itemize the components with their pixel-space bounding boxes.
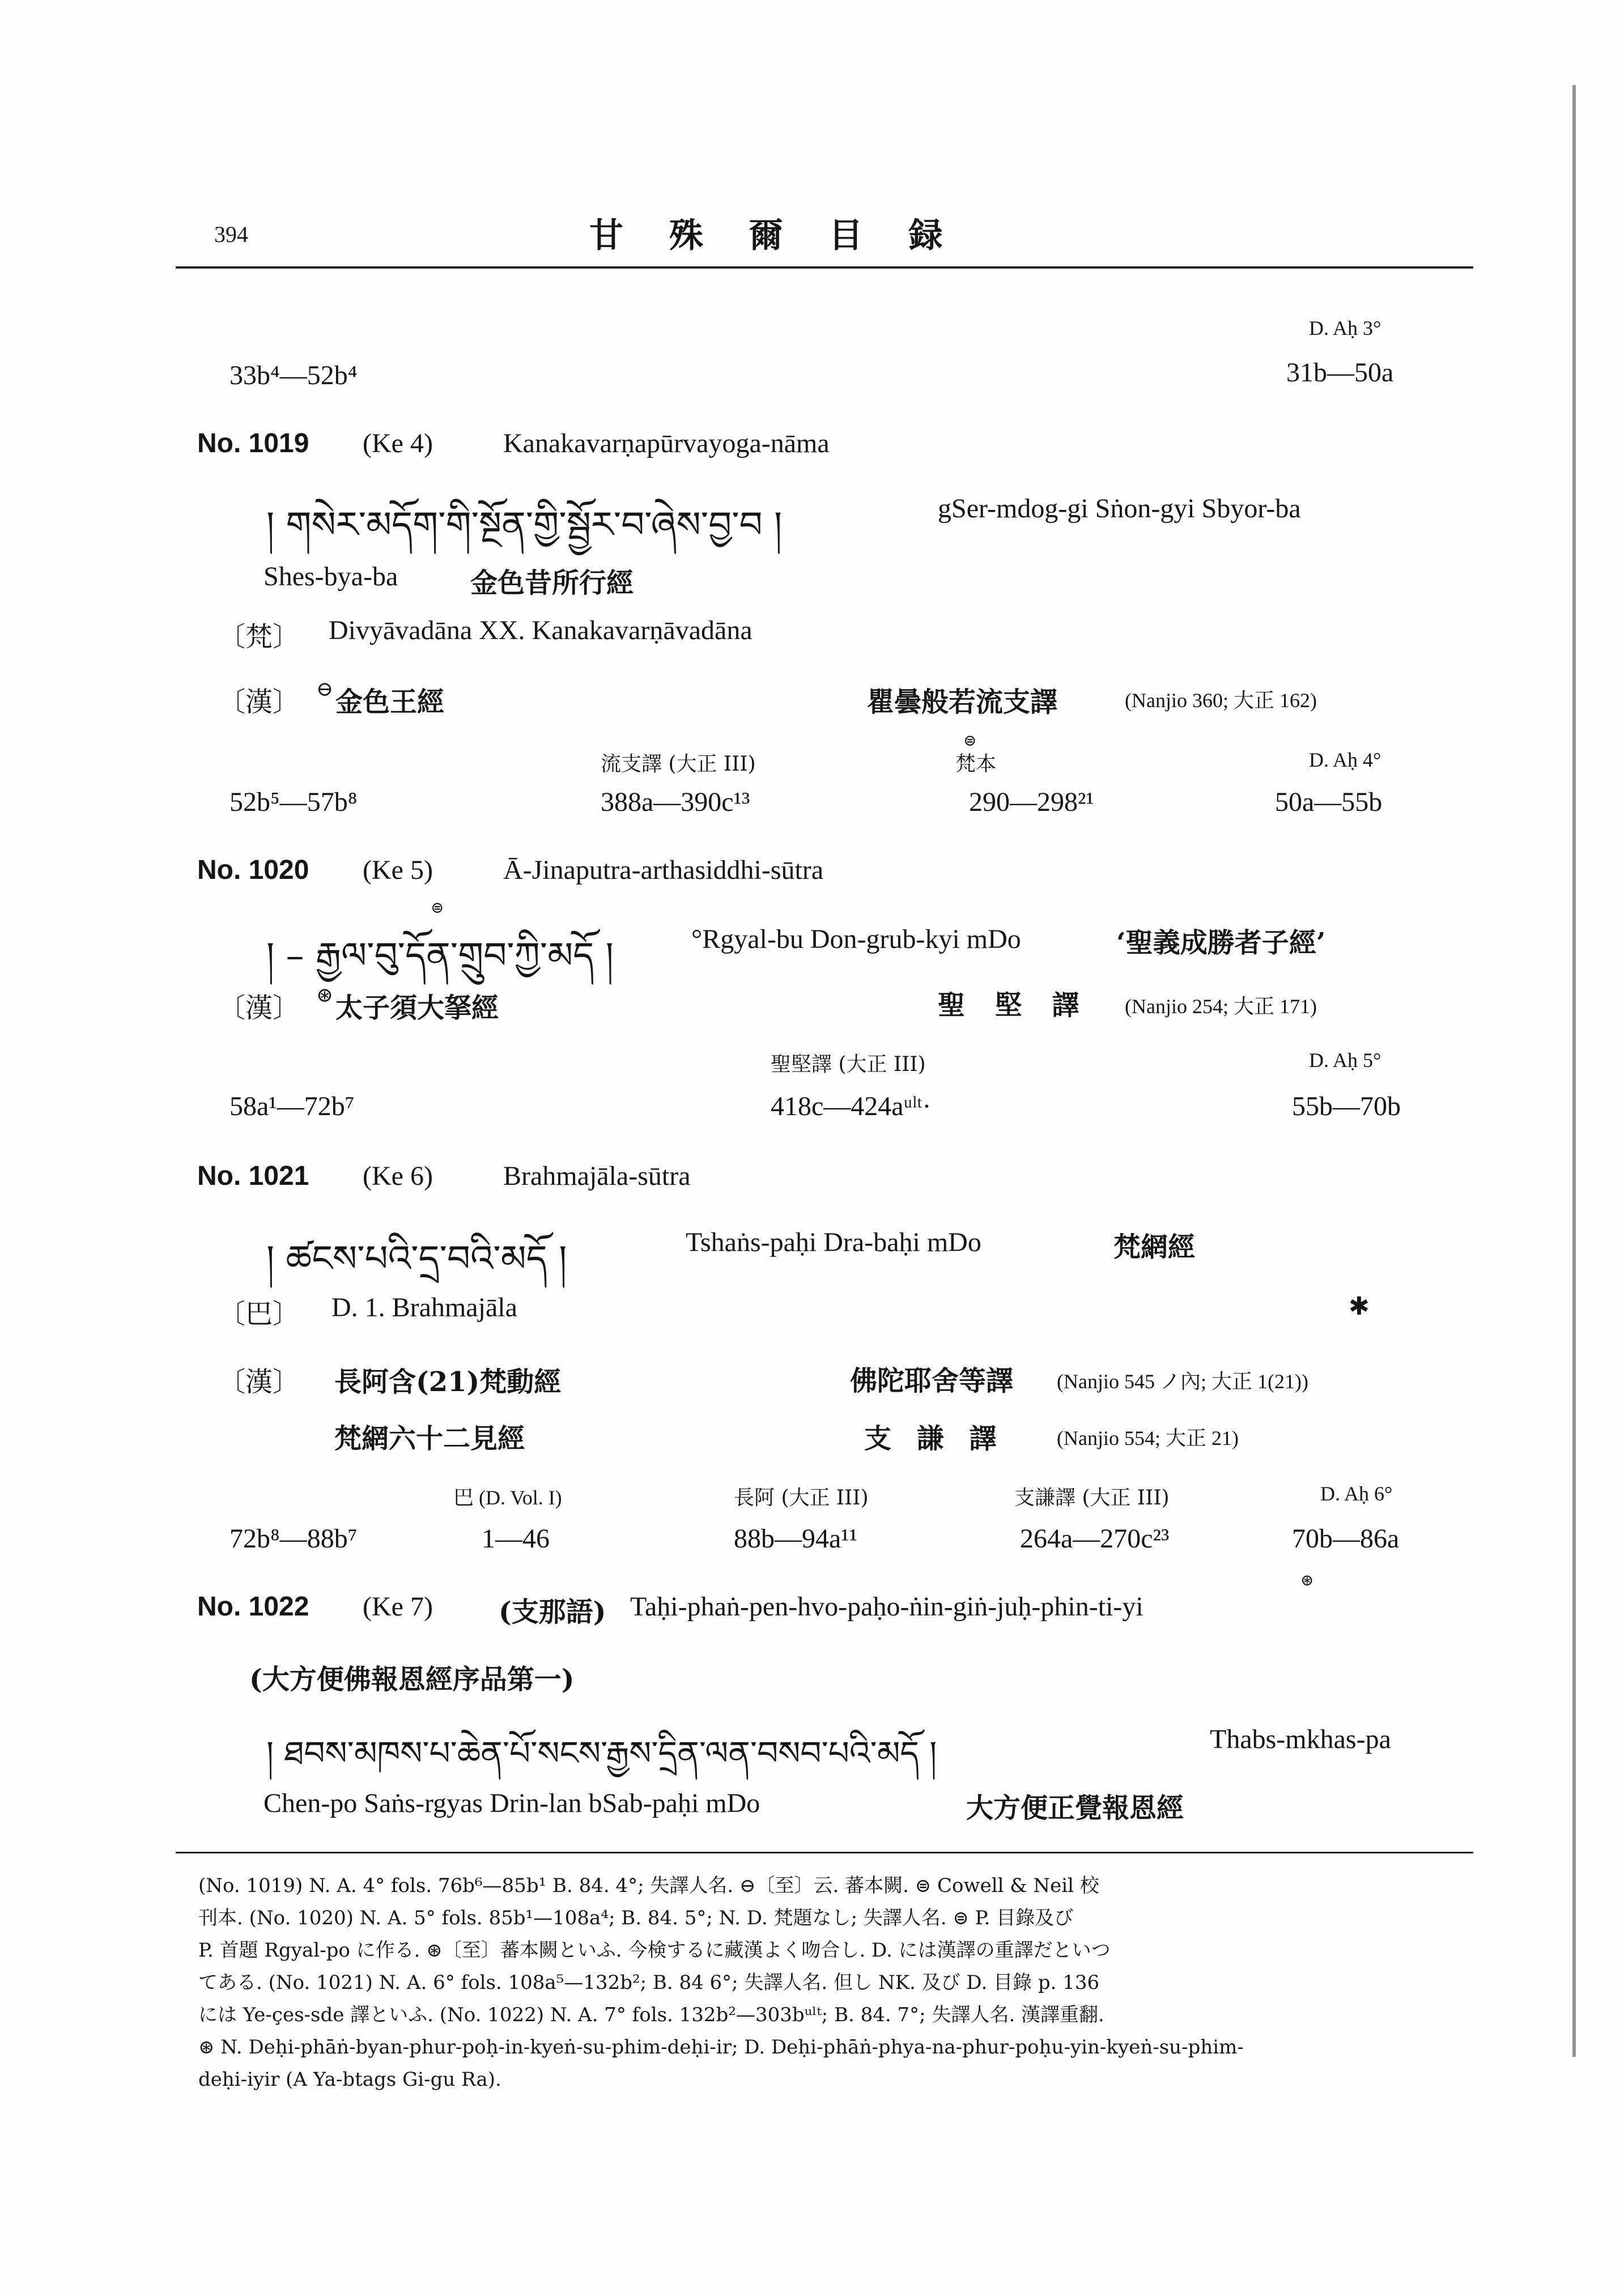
footnotes [198,1870,1468,2096]
folio-range: 58a¹—72b⁷ [229,1091,355,1121]
col-head-4: D. Aḥ 6° [1320,1482,1393,1505]
language-tag: (支那語) [499,1596,606,1628]
footnote-line: てある. (No. 1021) N. A. 6° fols. 108a⁵—132b²; B. 84 6°; 失譯人名. 但し NK. 及び D. 目錄 p. 136 [198,1971,1100,1994]
col-head-3: 支謙譯 (大正 III) [1014,1486,1170,1510]
han-title: 梵網六十二見經 [334,1423,525,1455]
han-translator: 聖 堅 譯 [938,989,1090,1021]
han-tag: 〔漢〕 [218,686,300,718]
nanjio-ref: (Nanjio 360; 大正 162) [1125,689,1317,712]
tibetan-transliteration-cont: Chen-po Saṅs-rgyas Drin-lan bSab-paḥi mDo [263,1788,760,1818]
footnote-mark: ⊜ [431,898,444,917]
pali-tag: 〔巴〕 [218,1298,300,1330]
d-range: 50a—55b [1275,787,1383,817]
chinese-title: 金色昔所行經 [470,567,634,599]
entry-number: No. 1020 [197,855,309,885]
taisho-range: 388a—390c¹³ [601,787,750,817]
col-head-2: 長阿 (大正 III) [734,1486,869,1510]
footnote-line: 刊本. (No. 1020) N. A. 5° fols. 85b¹—108a⁴; B. 84. 5°; N. D. 梵題なし; 失譯人名. ⊜ P. 目錄及び [198,1907,1074,1929]
footnote-line: (No. 1019) N. A. 4° fols. 76b⁶—85b¹ B. 84. 4°; 失譯人名. ⊖〔至〕云. 蕃本闕. ⊜ Cowell & Neil 校 [198,1874,1099,1897]
chinese-title: 大方便正覺報恩經 [966,1792,1184,1824]
pali-range: 1—46 [482,1524,550,1554]
han-tag: 〔漢〕 [218,992,300,1024]
folio-range: 52b⁵—57b⁸ [229,787,358,817]
tibetan-transliteration: Tshaṅs-paḥi Dra-baḥi mDo [686,1227,981,1257]
footnote-line: P. 首題 Rgyal-po に作る. ⊛〔至〕蕃本闕といふ. 今検するに藏漢よく吻合し. D. には漢譯の重譯だといつ [198,1939,1111,1962]
col-head-2: 梵本 [955,752,997,776]
sanskrit-tag: 〔梵〕 [218,621,300,653]
tibetan-title: ། – རྒྱལ་བུ་དོན་གྲུབ་ཀྱི་མདོ ། [266,935,614,977]
col-head-1: 聖堅譯 (大正 III) [771,1053,926,1076]
col-head-1: 流支譯 (大正 III) [601,752,756,776]
footnote-mark: ⊖ [316,678,334,701]
tibetan-title: ། ཚངས་པའི་དྲ་བའི་མདོ ། [266,1238,567,1280]
han-translator: 瞿曇般若流支譯 [867,686,1058,718]
tibetan-transliteration-cont: Shes-bya-ba [263,562,398,592]
nanjio-ref: (Nanjio 545 ノ內; 大正 1(21)) [1057,1370,1308,1393]
tibetan-transliteration: Thabs-mkhas-pa [1210,1724,1391,1754]
tibetan-transliteration: gSer-mdog-gi Sṅon-gyi Sbyor-ba [938,494,1301,524]
chinese-subtitle: (大方便佛報恩經序品第一) [249,1664,575,1695]
ke-number: (Ke 7) [363,1592,433,1622]
sanskrit-title: Brahmajāla-sūtra [503,1161,691,1191]
chinese-title: 梵網經 [1113,1231,1196,1263]
footnote-mark: ⊛ [1300,1571,1314,1589]
page-title: 甘 殊 爾 目 録 [589,216,960,256]
header-rule [176,266,1473,269]
folio-range: 72b⁸—88b⁷ [229,1524,358,1554]
ke-number: (Ke 4) [363,428,433,458]
han-title: 太子須大拏經 [335,992,499,1024]
han-translator: 支 謙 譯 [864,1423,1005,1455]
sanskrit-source: Divyāvadāna XX. Kanakavarṇāvadāna [329,615,753,645]
han-translator: 佛陀耶舍等譯 [850,1365,1014,1397]
col-head-1: 巴 (D. Vol. I) [453,1486,562,1509]
page-spine-shadow [1572,85,1576,2057]
page-number: 394 [214,222,248,247]
taisho-range: 88b—94a¹¹ [734,1524,858,1554]
ke-number: (Ke 5) [363,855,433,885]
footnote-line: には Ye-çes-sde 譯といふ. (No. 1022) N. A. 7° fols. 132b²—303bᵘˡᵗ; B. 84. 7°; 失譯人名. 漢譯重翻. [198,2004,1104,2026]
footnote-line: ⊛ N. Deḥi-phāṅ-byan-phur-poḥ-in-kyeṅ-su-phim-deḥi-ir; D. Deḥi-phāṅ-phya-na-phur-poḥu-yin-kyeṅ-su-phim- [198,2036,1244,2059]
d-range: 70b—86a [1292,1524,1400,1554]
folio-range: 33b⁴—52b⁴ [229,360,358,390]
footnote-mark: ⊜ [963,731,977,750]
taisho-range-2: 264a—270c²³ [1020,1524,1170,1554]
entry-number: No. 1019 [197,428,309,458]
sanskrit-edition-range: 290—298²¹ [969,787,1094,817]
d-ref-top: D. Aḥ 3° [1309,317,1381,339]
tibetan-transliteration: °Rgyal-bu Don-grub-kyi mDo [691,924,1021,954]
asterisk-mark: ✱ [1349,1292,1370,1321]
sanskrit-title: Kanakavarṇapūrvayoga-nāma [503,428,830,458]
ke-number: (Ke 6) [363,1161,433,1191]
nanjio-ref: (Nanjio 254; 大正 171) [1125,995,1317,1018]
pali-source: D. 1. Brahmajāla [331,1292,517,1323]
footnote-line: deḥi-iyir (A Ya-btags Gi-gu Ra). [198,2068,501,2091]
d-range: 55b—70b [1292,1091,1401,1121]
col-head-2: D. Aḥ 5° [1309,1049,1381,1072]
chinese-title: ‘聖義成勝者子經’ [1116,927,1326,959]
entry-number: No. 1021 [197,1161,309,1191]
col-head-3: D. Aḥ 4° [1309,749,1381,771]
tibetan-title: ། ཐབས་མཁས་པ་ཆེན་པོ་སངས་རྒྱས་དྲིན་ལན་བསབ་པའི་མདོ ། [266,1734,937,1772]
d-range: 31b—50a [1286,358,1394,388]
taisho-range: 418c—424aᵘˡᵗ· [771,1091,932,1121]
chinese-transcription-title: Taḥi-phaṅ-pen-hvo-paḥo-ṅin-giṅ-juḥ-phin-ti-yi [630,1592,1143,1622]
nanjio-ref: (Nanjio 554; 大正 21) [1057,1427,1239,1449]
han-tag: 〔漢〕 [218,1366,300,1398]
footnote-rule [176,1852,1473,1853]
tibetan-title: ། གསེར་མདོག་གི་སྔོན་གྱི་སྦྱོར་བ་ཞེས་བྱ་བ ། [266,504,783,546]
han-title: 金色王經 [335,686,445,718]
footnote-mark: ⊛ [316,984,334,1007]
entry-number: No. 1022 [197,1592,309,1622]
han-title: 長阿含(21)梵動經 [334,1366,562,1398]
sanskrit-title: Ā-Jinaputra-arthasiddhi-sūtra [503,855,824,885]
